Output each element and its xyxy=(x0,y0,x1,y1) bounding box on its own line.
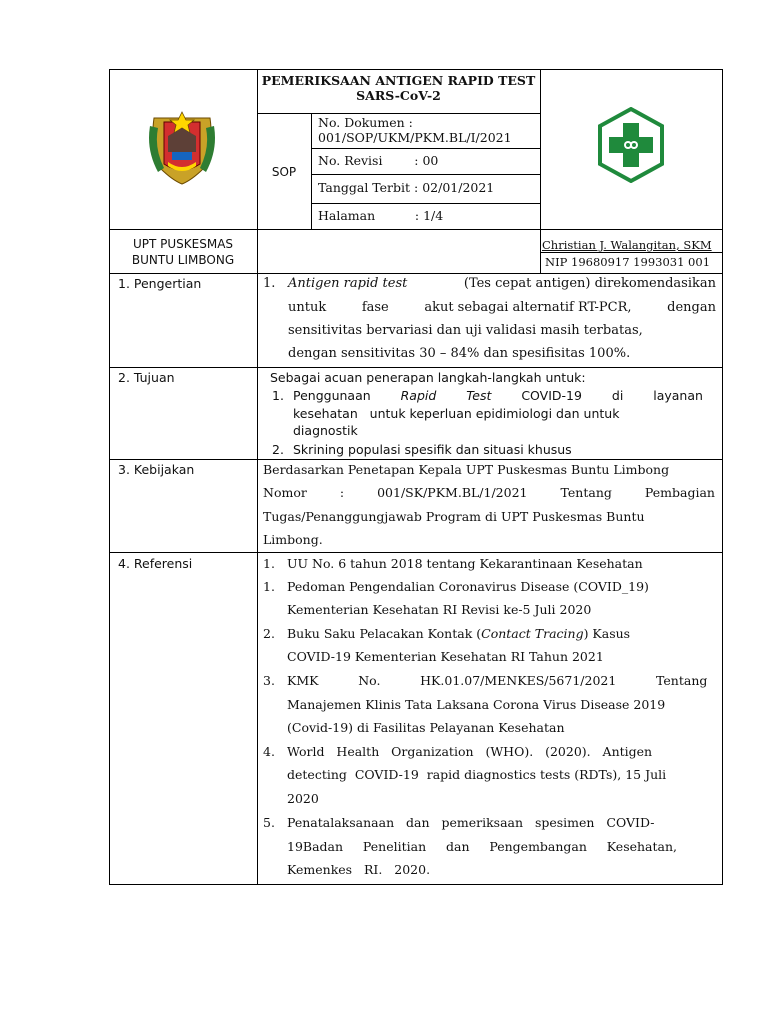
referensi-item xyxy=(287,626,630,642)
ref-text: Buku Saku Pelacakan Kontak ( xyxy=(287,626,482,641)
grid-line xyxy=(109,273,723,274)
list-number: 1. xyxy=(272,388,284,403)
tanggal-terbit: Tanggal Terbit : 02/01/2021 xyxy=(318,180,495,195)
grid-line xyxy=(109,69,110,885)
list-number: 5. xyxy=(263,815,275,830)
word: : xyxy=(339,485,345,500)
pengertian-line3: sensitivitas bervariasi dan uji validasi masih terbatas, xyxy=(288,323,643,338)
section-label-pengertian: 1. Pengertian xyxy=(118,276,202,291)
signer-name: Christian J. Walangitan, SKM xyxy=(542,238,712,252)
list-number: 4. xyxy=(263,744,275,759)
list-number: 1. xyxy=(263,276,276,291)
grid-line xyxy=(311,174,540,175)
grid-line xyxy=(109,459,723,460)
kebijakan-line4: Limbong. xyxy=(263,532,323,547)
grid-line xyxy=(257,69,258,885)
referensi-item-line: 2020 xyxy=(287,791,319,806)
referensi-item-line: 19Badan Penelitian dan Pengembangan Kesehatan, xyxy=(287,839,678,854)
no-dokumen-value: 001/SOP/UKM/PKM.BL/I/2021 xyxy=(318,130,512,145)
grid-line xyxy=(109,884,723,885)
list-number: 2. xyxy=(272,442,284,457)
referensi-item: World Health Organization (WHO). (2020). Antigen xyxy=(287,744,653,759)
signer-nip: NIP 19680917 1993031 001 xyxy=(545,255,711,269)
list-number: 1. xyxy=(263,579,275,594)
section-label-kebijakan: 3. Kebijakan xyxy=(118,462,195,477)
list-number: 2. xyxy=(263,626,275,641)
grid-line xyxy=(540,69,541,273)
word: layanan xyxy=(653,388,703,403)
regional-emblem-icon xyxy=(146,106,218,186)
org-name: UPT PUSKESMAS xyxy=(132,237,234,251)
halaman: Halaman : 1/4 xyxy=(318,208,444,223)
grid-line xyxy=(311,113,312,229)
word: dengan xyxy=(667,300,716,315)
word: Rapid xyxy=(400,388,437,403)
word: akut sebagai alternatif RT-PCR, xyxy=(424,300,632,315)
tujuan-item1-line1 xyxy=(293,388,703,404)
word: Test xyxy=(466,388,492,403)
grid-line xyxy=(109,229,723,230)
referensi-item-line: Kementerian Kesehatan RI Revisi ke-5 Juli 2020 xyxy=(287,602,592,617)
ref-italic-term: Contact Tracing xyxy=(481,626,584,641)
puskesmas-cross-logo-icon xyxy=(598,107,664,183)
ref-text: ) Kasus xyxy=(583,626,631,641)
grid-line xyxy=(109,552,723,553)
referensi-item: KMK No. HK.01.07/MENKES/5671/2021 Tentang xyxy=(287,673,708,688)
word: 001/SK/PKM.BL/1/2021 xyxy=(377,485,528,500)
word: fase xyxy=(361,300,389,315)
referensi-item-line: COVID-19 Kementerian Kesehatan RI Tahun 2021 xyxy=(287,649,604,664)
pengertian-line1-rest: (Tes cepat antigen) direkomendasikan xyxy=(463,276,716,291)
grid-line xyxy=(311,148,540,149)
word: di xyxy=(611,388,624,403)
no-dokumen-label: No. Dokumen : xyxy=(318,115,413,130)
kebijakan-line3: Tugas/Penanggungjawab Program di UPT Puskesmas Buntu xyxy=(263,509,645,524)
grid-line xyxy=(257,113,540,114)
pengertian-line4: dengan sensitivitas 30 – 84% dan spesifisitas 100%. xyxy=(288,346,631,361)
pengertian-italic-term: Antigen rapid test xyxy=(288,276,408,291)
referensi-item-line: Kemenkes RI. 2020. xyxy=(287,862,431,877)
kebijakan-line1: Berdasarkan Penetapan Kepala UPT Puskesmas Buntu Limbong xyxy=(263,462,670,477)
section-label-tujuan: 2. Tujuan xyxy=(118,370,175,385)
sop-label: SOP xyxy=(271,165,297,179)
list-number: 1. xyxy=(263,556,275,571)
tujuan-item1-line2: kesehatan untuk keperluan epidimiologi dan untuk xyxy=(293,406,620,421)
org-name-line2: BUNTU LIMBONG xyxy=(131,253,235,267)
word: Penggunaan xyxy=(293,388,371,403)
word: Tentang xyxy=(560,485,612,500)
word: Pembagian xyxy=(644,485,715,500)
referensi-item: UU No. 6 tahun 2018 tentang Kekarantinaan Kesehatan xyxy=(287,556,643,571)
document-title-subtitle: SARS-CoV-2 xyxy=(356,88,441,103)
pengertian-line1 xyxy=(288,276,716,292)
grid-line xyxy=(109,367,723,368)
word: Nomor xyxy=(263,485,307,500)
tujuan-intro: Sebagai acuan penerapan langkah-langkah untuk: xyxy=(270,370,586,385)
word: untuk xyxy=(288,300,327,315)
tujuan-item1-line3: diagnostik xyxy=(293,423,358,438)
referensi-item-line: Manajemen Klinis Tata Laksana Corona Virus Disease 2019 xyxy=(287,697,666,712)
referensi-item-line: (Covid-19) di Fasilitas Pelayanan Kesehatan xyxy=(287,720,565,735)
word: COVID-19 xyxy=(521,388,582,403)
document-title: PEMERIKSAAN ANTIGEN RAPID TEST xyxy=(261,73,536,88)
section-label-referensi: 4. Referensi xyxy=(118,556,193,571)
no-revisi: No. Revisi : 00 xyxy=(318,153,439,168)
list-number: 3. xyxy=(263,673,275,688)
kebijakan-line2 xyxy=(263,485,715,501)
referensi-item-line: detecting COVID-19 rapid diagnostics tests (RDTs), 15 Juli xyxy=(287,767,667,782)
pengertian-line2 xyxy=(288,300,716,316)
referensi-item: Pedoman Pengendalian Coronavirus Disease (COVID_19) xyxy=(287,579,649,594)
tujuan-item2: Skrining populasi spesifik dan situasi khusus xyxy=(293,442,572,457)
grid-line xyxy=(109,69,723,70)
grid-line xyxy=(722,69,723,885)
grid-line xyxy=(311,203,540,204)
referensi-item: Penatalaksanaan dan pemeriksaan spesimen COVID- xyxy=(287,815,655,830)
